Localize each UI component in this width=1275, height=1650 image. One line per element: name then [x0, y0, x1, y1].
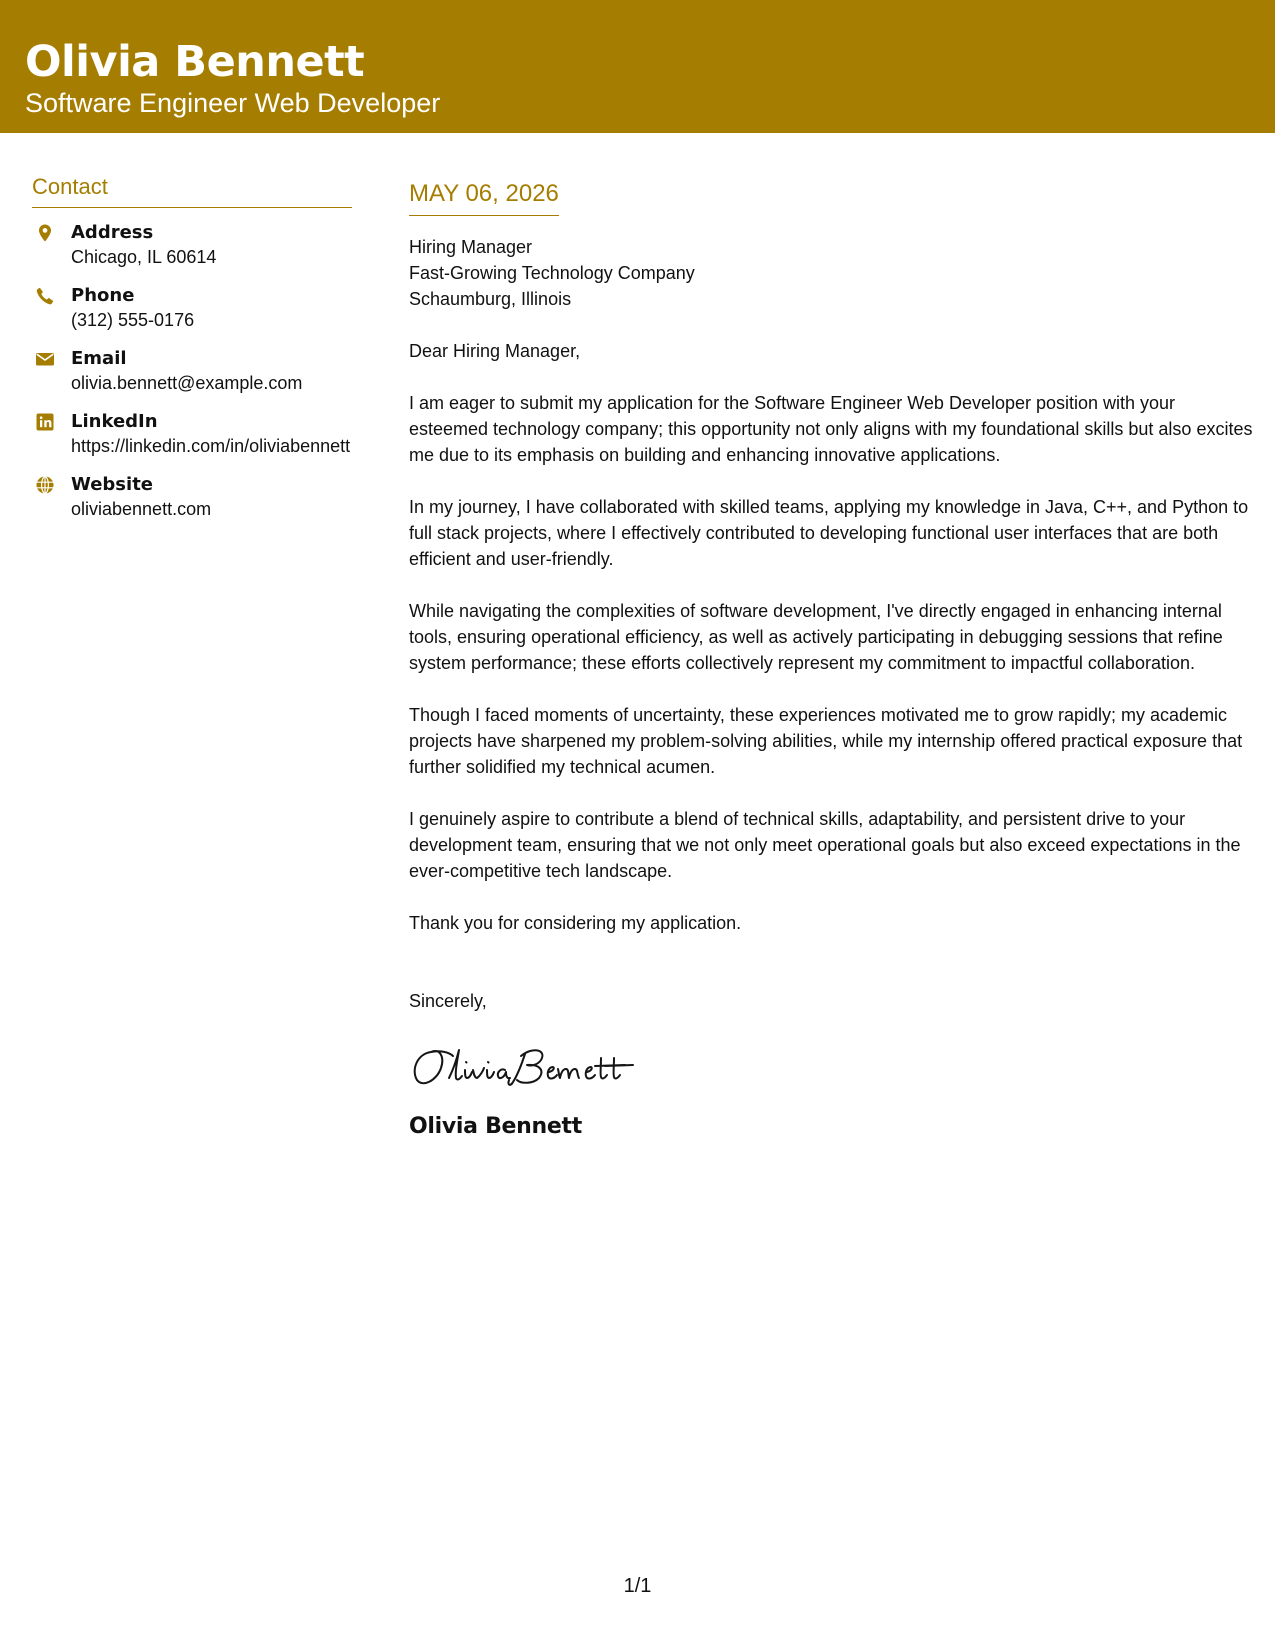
contact-label: LinkedIn [71, 411, 158, 432]
page-number: 1/1 [623, 1575, 652, 1597]
contact-label: Email [71, 348, 127, 369]
envelope-icon [35, 349, 55, 369]
contact-website [32, 472, 352, 522]
applicant-name: Olivia Bennett [25, 37, 365, 87]
contact-value[interactable]: olivia.bennett@example.com [71, 373, 303, 393]
body-paragraph: In my journey, I have collaborated with skilled teams, applying my knowledge in Java, C++, and Python to full stack projects, where I effectively contributed to developing functional user interfaces that are both efficient and user-friendly. [409, 497, 1249, 569]
phone-icon [35, 286, 55, 306]
globe-icon [35, 475, 55, 495]
body-paragraph: I genuinely aspire to contribute a blend of technical skills, adaptability, and persistent drive to your development team, ensuring that we not only meet operational goals but also exceed expectations in the ever-competitive tech landscape. [409, 809, 1241, 881]
body-paragraph: I am eager to submit my application for the Software Engineer Web Developer position with your esteemed technology company; this opportunity not only aligns with my foundational skills but also excites me due to its emphasis on building and enhancing innovative applications. [409, 393, 1253, 465]
signer-name: Olivia Bennett [409, 1114, 582, 1139]
body-paragraph: While navigating the complexities of software development, I've directly engaged in enhancing internal tools, ensuring operational efficiency, as well as actively participating in debugging sessions that refine system performance; these efforts collectively represent my commitment to impactful collaboration. [409, 601, 1223, 673]
recipient-line: Hiring Manager [409, 237, 533, 257]
contact-value[interactable]: oliviabennett.com [71, 499, 212, 519]
recipient-line: Schaumburg, Illinois [409, 289, 572, 309]
thank-you-line: Thank you for considering my application. [409, 913, 742, 933]
contact-value: (312) 555-0176 [71, 310, 195, 330]
letter-date: MAY 06, 2026 [409, 178, 559, 216]
contact-email [32, 346, 352, 396]
contact-list [32, 220, 352, 522]
salutation: Dear Hiring Manager, [409, 341, 581, 361]
recipient-block [409, 234, 1254, 312]
contact-phone [32, 283, 352, 333]
letter-body [409, 178, 1254, 1142]
contact-linkedin [32, 409, 352, 459]
contact-label: Phone [71, 285, 135, 306]
recipient-line: Fast-Growing Technology Company [409, 263, 695, 283]
contact-heading: Contact [32, 172, 352, 208]
map-pin-icon [35, 223, 55, 243]
contact-label: Address [71, 222, 154, 243]
linkedin-icon [35, 412, 55, 432]
contact-label: Website [71, 474, 154, 495]
contact-sidebar [32, 172, 352, 535]
contact-address [32, 220, 352, 270]
contact-value: Chicago, IL 60614 [71, 247, 217, 267]
closing: Sincerely, [409, 991, 487, 1011]
header-banner [0, 0, 1275, 133]
handwritten-signature [409, 1040, 1254, 1092]
contact-value[interactable]: https://linkedin.com/in/oliviabennett [71, 436, 351, 456]
body-paragraph: Though I faced moments of uncertainty, these experiences motivated me to grow rapidly; my academic projects have sharpened my problem-solving abilities, while my internship offered practical exposure that further solidified my technical acumen. [409, 705, 1243, 777]
job-title: Software Engineer Web Developer [25, 88, 441, 118]
